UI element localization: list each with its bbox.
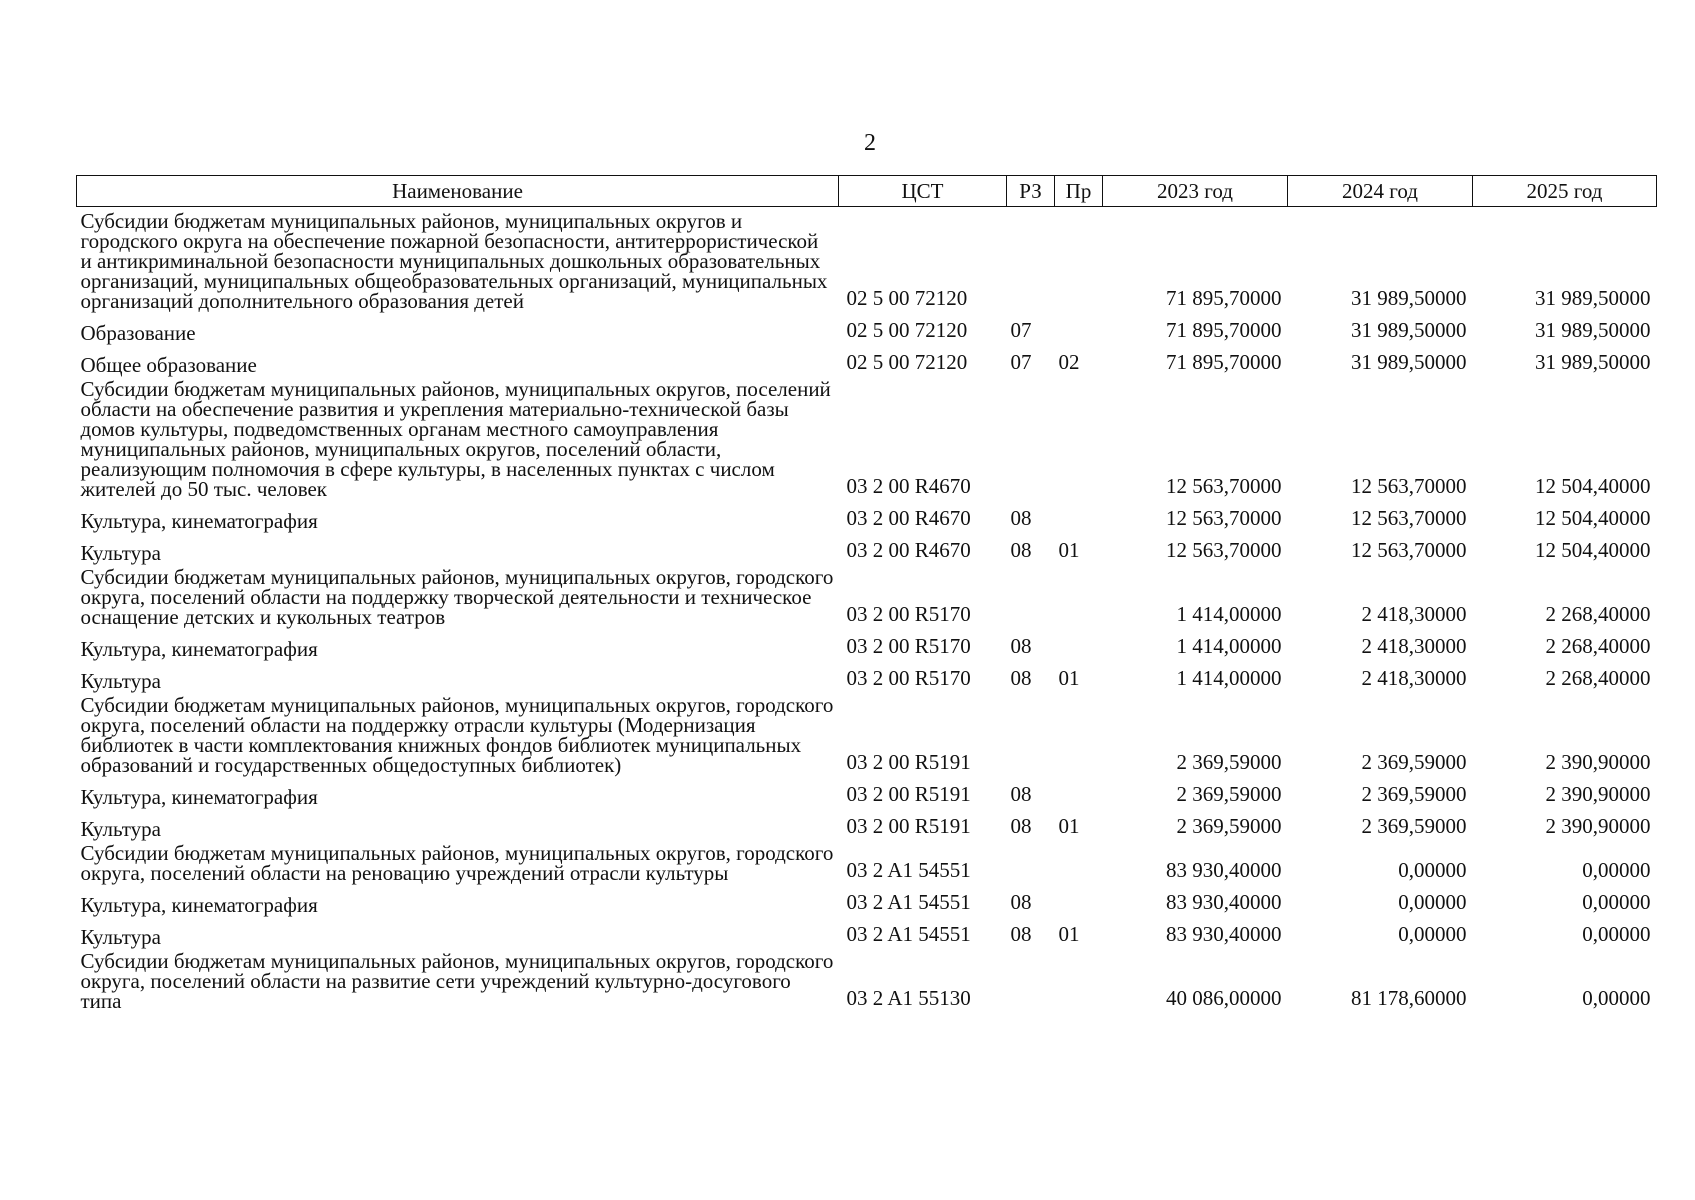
cell-rz: 08 — [1010, 814, 1032, 838]
cell-pr — [1055, 839, 1103, 883]
cell-y2025: 2 268,40000 — [1545, 666, 1651, 690]
header-pr: Пр — [1055, 176, 1103, 207]
page-number: 2 — [864, 130, 876, 156]
cell-rz: 08 — [1010, 538, 1032, 562]
cell-pr: 01 — [1058, 922, 1080, 946]
cell-pr: 01 — [1058, 538, 1080, 562]
cell-cst: 03 2 00 R5170 — [846, 602, 971, 626]
cell-y2023: 2 369,59000 — [1176, 750, 1282, 774]
header-2023: 2023 год — [1103, 176, 1288, 207]
cell-rz: 08 — [1010, 666, 1032, 690]
table-row — [77, 915, 1657, 947]
cell-name: Культура, кинематография — [80, 637, 318, 661]
cell-y2023: 12 563,70000 — [1166, 506, 1282, 530]
cell-name: Субсидии бюджетам муниципальных районов, муниципальных округов и городского округа на обеспечение пожарной безопасности, антитеррористической и антикриминальной безопасности муниципальных дошкольных образовательных организаций, муниципальных общеобразовательных организаций, муниципальных организаций дополнительного образования детей — [80, 209, 828, 313]
cell-y2023: 1 414,00000 — [1176, 634, 1282, 658]
table-row — [77, 839, 1657, 883]
cell-cst: 03 2 00 R5191 — [846, 782, 971, 806]
cell-y2025: 31 989,50000 — [1535, 350, 1651, 374]
cell-y2024: 12 563,70000 — [1351, 506, 1467, 530]
cell-name: Культура — [80, 817, 161, 841]
cell-cst: 03 2 00 R5170 — [846, 634, 971, 658]
cell-cst: 03 2 00 R4670 — [846, 506, 971, 530]
table-row — [77, 499, 1657, 531]
cell-name: Субсидии бюджетам муниципальных районов, муниципальных округов, городского округа, поселений области на реновацию учреждений отрасли культуры — [80, 841, 834, 885]
cell-y2024: 2 369,59000 — [1361, 814, 1467, 838]
cell-pr — [1055, 691, 1103, 775]
cell-name: Субсидии бюджетам муниципальных районов, муниципальных округов, городского округа, поселений области на поддержку творческой деятельности и техническое оснащение детских и кукольных театров — [80, 565, 834, 629]
table-row — [77, 883, 1657, 915]
cell-y2024: 2 369,59000 — [1361, 782, 1467, 806]
cell-y2025: 2 390,90000 — [1545, 782, 1651, 806]
cell-rz — [1007, 563, 1055, 627]
cell-y2023: 12 563,70000 — [1166, 474, 1282, 498]
cell-y2025: 12 504,40000 — [1535, 506, 1651, 530]
cell-y2024: 31 989,50000 — [1351, 286, 1467, 310]
cell-pr — [1055, 947, 1103, 1011]
table-row — [77, 627, 1657, 659]
cell-pr: 01 — [1058, 666, 1080, 690]
cell-y2025: 2 268,40000 — [1545, 602, 1651, 626]
cell-y2023: 2 369,59000 — [1176, 814, 1282, 838]
cell-name: Субсидии бюджетам муниципальных районов, муниципальных округов, городского округа, поселений области на развитие сети учреждений культурно-досугового типа — [80, 949, 834, 1013]
cell-name: Культура, кинематография — [80, 785, 318, 809]
cell-y2024: 12 563,70000 — [1351, 538, 1467, 562]
cell-name: Культура, кинематография — [80, 509, 318, 533]
cell-rz: 08 — [1010, 890, 1032, 914]
cell-y2023: 83 930,40000 — [1166, 858, 1282, 882]
table-row — [77, 659, 1657, 691]
cell-name: Общее образование — [80, 353, 257, 377]
cell-name: Культура — [80, 669, 161, 693]
cell-rz: 08 — [1010, 506, 1032, 530]
cell-y2023: 83 930,40000 — [1166, 922, 1282, 946]
cell-y2024: 2 418,30000 — [1361, 602, 1467, 626]
cell-y2023: 40 086,00000 — [1166, 986, 1282, 1010]
cell-y2023: 71 895,70000 — [1166, 350, 1282, 374]
table-row — [77, 531, 1657, 563]
cell-rz — [1007, 691, 1055, 775]
cell-y2023: 71 895,70000 — [1166, 286, 1282, 310]
table-row — [77, 775, 1657, 807]
cell-cst: 03 2 A1 54551 — [846, 890, 971, 914]
cell-cst: 02 5 00 72120 — [846, 286, 968, 310]
cell-pr — [1055, 627, 1103, 659]
table-header — [77, 176, 1657, 207]
cell-cst: 03 2 00 R5170 — [846, 666, 971, 690]
cell-y2024: 81 178,60000 — [1351, 986, 1467, 1010]
cell-pr — [1055, 883, 1103, 915]
cell-y2025: 0,00000 — [1582, 922, 1651, 946]
cell-pr — [1055, 311, 1103, 343]
cell-y2025: 12 504,40000 — [1535, 474, 1651, 498]
cell-rz — [1007, 375, 1055, 499]
cell-y2023: 12 563,70000 — [1166, 538, 1282, 562]
cell-y2024: 2 418,30000 — [1361, 666, 1467, 690]
cell-rz: 07 — [1010, 350, 1032, 374]
cell-cst: 02 5 00 72120 — [846, 318, 968, 342]
cell-y2024: 0,00000 — [1398, 890, 1467, 914]
cell-cst: 03 2 00 R4670 — [846, 538, 971, 562]
cell-pr — [1055, 207, 1103, 312]
cell-y2024: 0,00000 — [1398, 858, 1467, 882]
cell-pr: 01 — [1058, 814, 1080, 838]
cell-cst: 03 2 00 R5191 — [846, 814, 971, 838]
cell-rz: 07 — [1010, 318, 1032, 342]
cell-y2023: 1 414,00000 — [1176, 602, 1282, 626]
table-row — [77, 947, 1657, 1011]
table-row — [77, 807, 1657, 839]
cell-y2025: 2 268,40000 — [1545, 634, 1651, 658]
cell-y2024: 31 989,50000 — [1351, 318, 1467, 342]
table-row — [77, 563, 1657, 627]
cell-pr — [1055, 499, 1103, 531]
cell-y2023: 1 414,00000 — [1176, 666, 1282, 690]
cell-y2023: 83 930,40000 — [1166, 890, 1282, 914]
cell-y2025: 2 390,90000 — [1545, 814, 1651, 838]
cell-name: Субсидии бюджетам муниципальных районов, муниципальных округов, городского округа, поселений области на поддержку отрасли культуры (Модернизация библиотек в части комплектования книжных фондов библиотек муниципальных образований и государственных общедоступных библиотек) — [80, 693, 834, 777]
cell-name: Культура — [80, 925, 161, 949]
cell-name: Культура, кинематография — [80, 893, 318, 917]
budget-table — [76, 175, 1657, 1011]
cell-cst: 03 2 A1 54551 — [846, 858, 971, 882]
table-body — [77, 207, 1657, 1012]
cell-y2023: 71 895,70000 — [1166, 318, 1282, 342]
cell-y2025: 31 989,50000 — [1535, 286, 1651, 310]
table-row — [77, 311, 1657, 343]
cell-y2025: 12 504,40000 — [1535, 538, 1651, 562]
cell-y2024: 31 989,50000 — [1351, 350, 1467, 374]
cell-cst: 03 2 00 R4670 — [846, 474, 971, 498]
cell-y2024: 2 418,30000 — [1361, 634, 1467, 658]
header-rz: РЗ — [1007, 176, 1055, 207]
cell-cst: 03 2 A1 54551 — [846, 922, 971, 946]
cell-y2025: 0,00000 — [1582, 858, 1651, 882]
cell-pr — [1055, 775, 1103, 807]
table-row — [77, 207, 1657, 312]
cell-pr — [1055, 563, 1103, 627]
cell-y2025: 0,00000 — [1582, 890, 1651, 914]
cell-name: Субсидии бюджетам муниципальных районов, муниципальных округов, поселений области на обеспечение развития и укрепления материально-технической базы домов культуры, подведомственных органам местного самоуправления муниципальных районов, муниципальных округов, поселений области, реализующим полномочия в сфере культуры, в населенных пунктах с числом жителей до 50 тыс. человек — [80, 377, 831, 501]
cell-y2025: 2 390,90000 — [1545, 750, 1651, 774]
table-row — [77, 343, 1657, 375]
cell-pr: 02 — [1058, 350, 1080, 374]
cell-y2024: 2 369,59000 — [1361, 750, 1467, 774]
table-row — [77, 375, 1657, 499]
cell-rz: 08 — [1010, 922, 1032, 946]
cell-rz — [1007, 207, 1055, 312]
cell-pr — [1055, 375, 1103, 499]
cell-cst: 02 5 00 72120 — [846, 350, 968, 374]
cell-name: Образование — [80, 321, 196, 345]
cell-rz — [1007, 947, 1055, 1011]
header-cst: ЦСТ — [839, 176, 1007, 207]
header-name: Наименование — [77, 176, 839, 207]
cell-rz: 08 — [1010, 782, 1032, 806]
cell-y2024: 0,00000 — [1398, 922, 1467, 946]
header-2024: 2024 год — [1288, 176, 1473, 207]
table-row — [77, 691, 1657, 775]
cell-y2023: 2 369,59000 — [1176, 782, 1282, 806]
cell-cst: 03 2 A1 55130 — [846, 986, 971, 1010]
cell-y2025: 31 989,50000 — [1535, 318, 1651, 342]
cell-rz: 08 — [1010, 634, 1032, 658]
cell-y2024: 12 563,70000 — [1351, 474, 1467, 498]
cell-name: Культура — [80, 541, 161, 565]
cell-cst: 03 2 00 R5191 — [846, 750, 971, 774]
cell-y2025: 0,00000 — [1582, 986, 1651, 1010]
header-2025: 2025 год — [1473, 176, 1657, 207]
cell-rz — [1007, 839, 1055, 883]
